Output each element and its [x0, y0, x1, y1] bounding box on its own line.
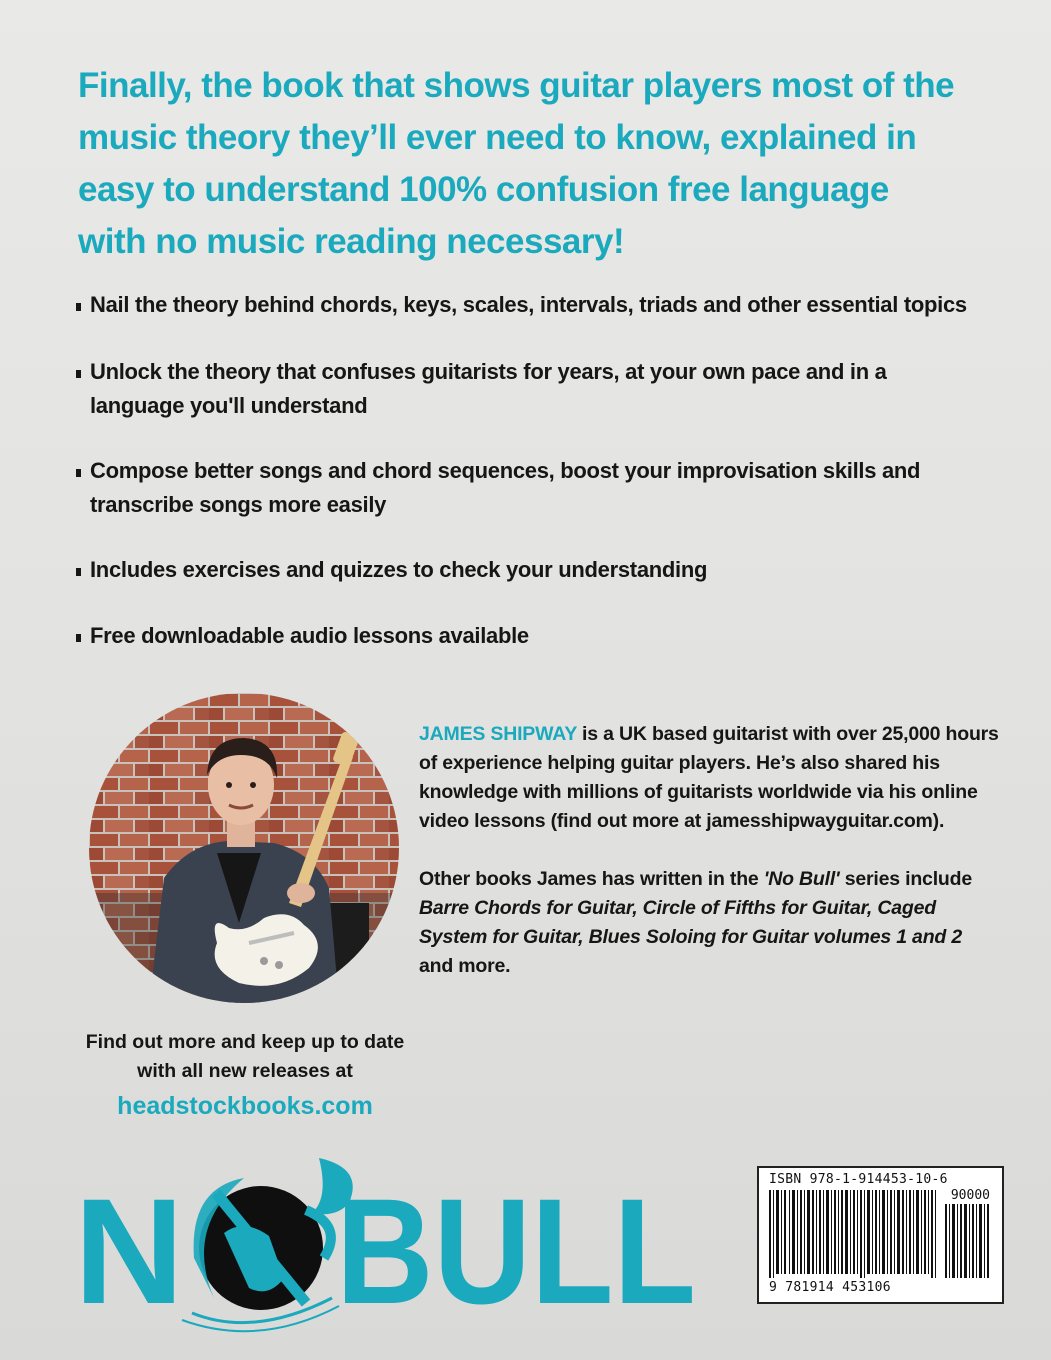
addon-digits: 90000	[950, 1188, 990, 1203]
feature-text: Free downloadable audio lessons available	[90, 623, 529, 648]
author-photo	[89, 693, 399, 1003]
feature-item	[76, 619, 990, 653]
bullet-icon	[76, 303, 81, 311]
feature-text: Compose better songs and chord sequences, boost your improvisation skills and	[90, 458, 921, 483]
series-name: 'No Bull'	[763, 868, 840, 890]
bullet-icon	[76, 634, 81, 642]
feature-item	[76, 355, 990, 423]
bullet-icon	[76, 568, 81, 576]
bullet-icon	[76, 370, 81, 378]
bull-icon	[182, 1158, 353, 1331]
no-bull-logo	[74, 1148, 714, 1348]
bio-intro: is a UK based guitarist with over 25,000 hours of experience helping guitar players. He’s also shared his knowledge with millions of guitarists worldwide via his online video lessons (find out more at jamesshipwayguitar.com).	[419, 723, 999, 832]
other-book-titles: Barre Chords for Guitar, Circle of Fifths for Guitar, Caged System for Guitar, Blues Soloing for Guitar volumes 1 and 2	[419, 897, 962, 948]
no-bull-logo-graphic	[74, 1148, 714, 1348]
bullet-icon	[76, 469, 81, 477]
feature-text: Includes exercises and quizzes to check your understanding	[90, 557, 708, 582]
promo-line: Find out more and keep up to date	[85, 1031, 405, 1053]
author-bio	[419, 720, 999, 981]
headline	[78, 60, 978, 268]
headline-line: Finally, the book that shows guitar players most of the	[78, 66, 955, 105]
bio-paragraph	[419, 720, 999, 836]
feature-item	[76, 288, 990, 322]
feature-text: language you'll understand	[90, 393, 368, 418]
headline-line: easy to understand 100% confusion free language	[78, 170, 889, 209]
website-link[interactable]: headstockbooks.com	[117, 1092, 373, 1120]
headline-line: music theory they’ll ever need to know, explained in	[78, 118, 917, 157]
other-books-paragraph	[419, 865, 999, 981]
other-books-prefix: Other books James has written in the	[419, 868, 764, 890]
author-name: JAMES SHIPWAY	[419, 723, 577, 745]
feature-item	[76, 454, 990, 522]
headline-line: with no music reading necessary!	[78, 222, 625, 261]
feature-text: transcribe songs more easily	[90, 492, 387, 517]
logo-letter-n: N	[74, 1167, 184, 1335]
other-books-suffix: and more.	[419, 955, 511, 977]
feature-item	[76, 553, 990, 587]
ean-digits: 9 781914 453106	[769, 1280, 891, 1295]
isbn-label: ISBN 978-1-914453-10-6	[769, 1172, 948, 1187]
other-books-mid: series include	[839, 868, 972, 890]
promo-line: with all new releases at	[137, 1060, 353, 1082]
feature-text: Unlock the theory that confuses guitarists for years, at your own pace and in a	[90, 359, 887, 384]
isbn-barcode	[757, 1166, 1004, 1304]
feature-text: Nail the theory behind chords, keys, scales, intervals, triads and other essential topics	[90, 292, 967, 317]
website-promo	[60, 1028, 430, 1126]
author-photo-illustration	[89, 693, 399, 1003]
logo-word-bull: BULL	[336, 1167, 696, 1335]
